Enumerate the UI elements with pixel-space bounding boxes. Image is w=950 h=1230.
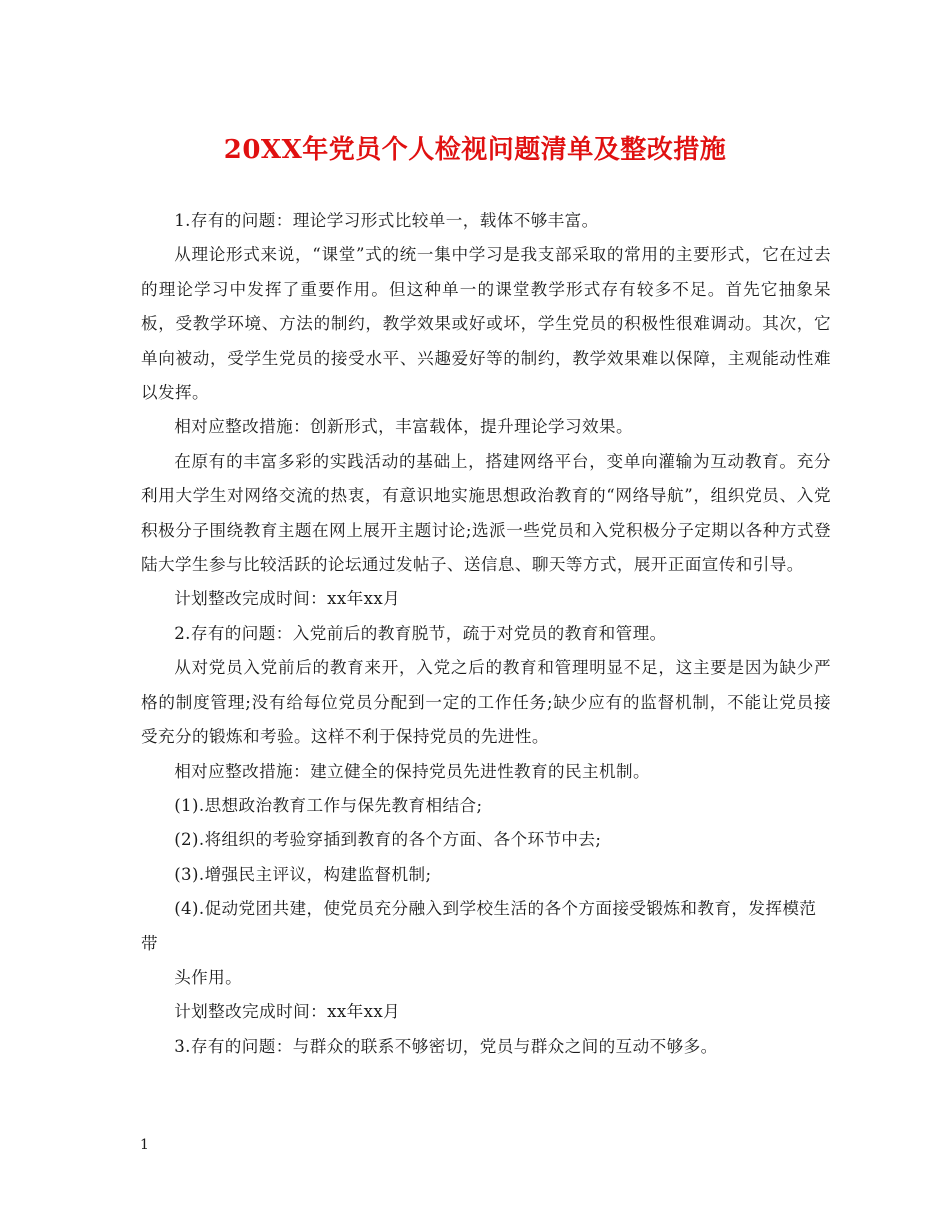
document-body <box>141 204 831 1064</box>
list-item-measure-2-2: (2).将组织的考验穿插到教育的各个方面、各个环节中去; <box>174 830 602 850</box>
paragraph-issue-3: 3.存有的问题：与群众的联系不够密切，党员与群众之间的互动不够多。 <box>174 1036 718 1056</box>
paragraph-issue-2: 2.存有的问题：入党前后的教育脱节，疏于对党员的教育和管理。 <box>174 623 667 643</box>
document-title: 20XX年党员个人检视问题清单及整改措施 <box>223 135 727 165</box>
list-item-measure-2-4-continued: 头作用。 <box>174 967 243 987</box>
list-item-measure-2-1: (1).思想政治教育工作与保先教育相结合; <box>174 795 483 815</box>
paragraph-measure-1-detail: 在原有的丰富多彩的实践活动的基础上，搭建网络平台，变单向灌输为互动教育。充分利用大学生对网络交流的热衷，有意识地实施思想政治教育的“网络导航”，组织党员、入党积极分子围绕教育主题在网上展开主题讨论;选派一些党员和入党积极分子定期以各种方式登陆大学生参与比较活跃的论坛通过发帖子、送信息、聊天等方式，展开正面宣传和引导。 <box>141 451 831 575</box>
list-item-measure-2-4: (4).促动党团共建，使党员充分融入到学校生活的各个方面接受锻炼和教育，发挥模范带 <box>141 899 817 953</box>
paragraph-deadline-2: 计划整改完成时间：xx年xx月 <box>174 1002 401 1022</box>
paragraph-issue-2-detail: 从对党员入党前后的教育来开，入党之后的教育和管理明显不足，这主要是因为缺少严格的制度管理;没有给每位党员分配到一定的工作任务;缺少应有的监督机制，不能让党员接受充分的锻炼和考验。这样不利于保持党员的先进性。 <box>141 658 831 747</box>
paragraph-measure-2: 相对应整改措施：建立健全的保持党员先进性教育的民主机制。 <box>174 761 651 781</box>
page-number: 1 <box>140 1137 149 1153</box>
paragraph-deadline-1: 计划整改完成时间：xx年xx月 <box>174 589 401 609</box>
list-item-measure-2-3: (3).增强民主评议，构建监督机制; <box>174 864 432 884</box>
paragraph-issue-1: 1.存有的问题：理论学习形式比较单一，载体不够丰富。 <box>174 211 599 230</box>
paragraph-measure-1: 相对应整改措施：创新形式，丰富载体，提升理论学习效果。 <box>174 417 634 437</box>
paragraph-issue-1-detail: 从理论形式来说，“课堂”式的统一集中学习是我支部采取的常用的主要形式，它在过去的理论学习中发挥了重要作用。但这种单一的课堂教学形式存有较多不足。首先它抽象呆板，受教学环境、方法的制约，教学效果或好或坏，学生党员的积极性很难调动。其次，它单向被动，受学生党员的接受水平、兴趣爱好等的制约，教学效果难以保障，主观能动性难以发挥。 <box>141 245 831 403</box>
